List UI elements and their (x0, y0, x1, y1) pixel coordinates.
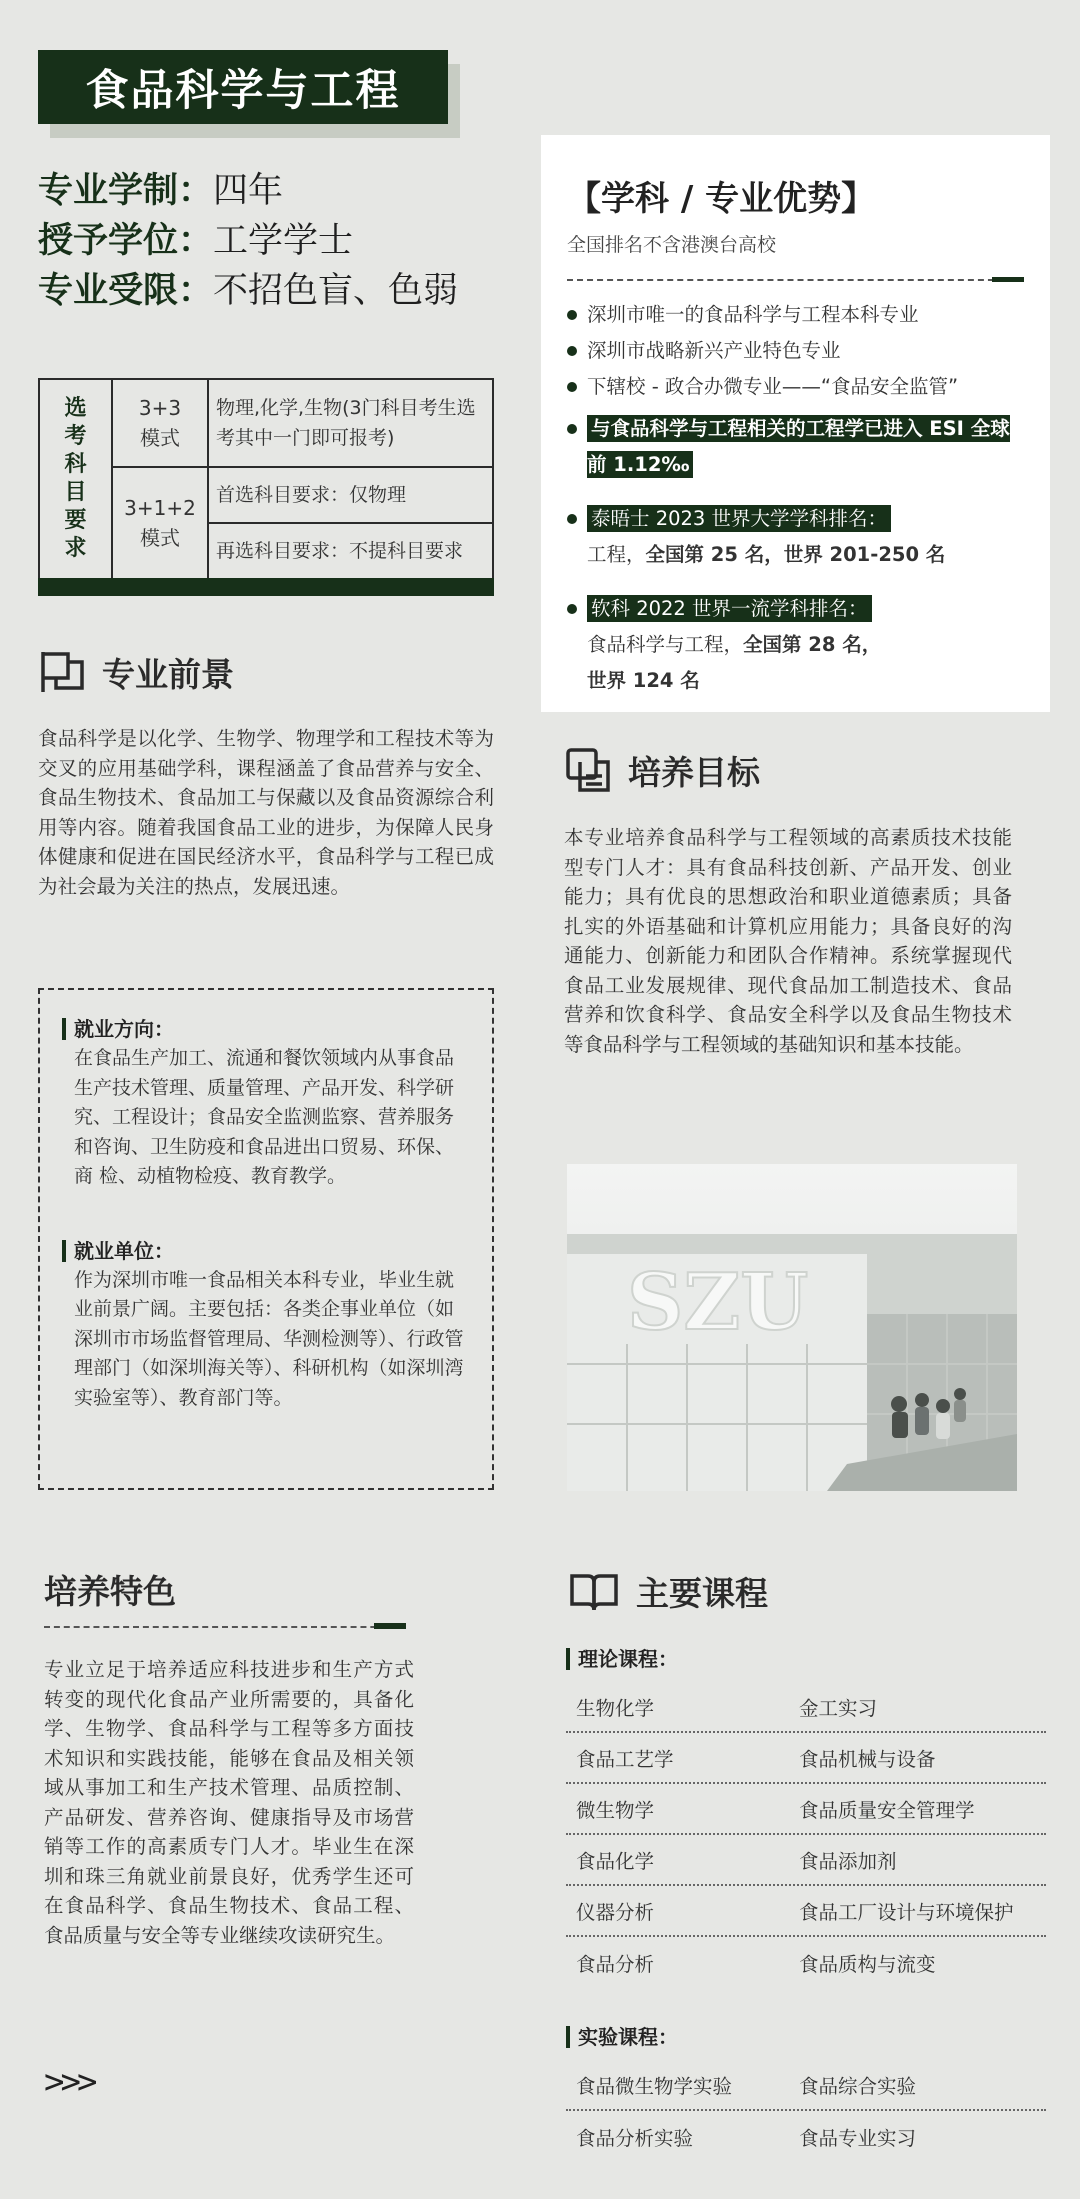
course-name: 仪器分析 (576, 1900, 655, 1924)
flag-icon (38, 648, 86, 696)
theory-title: 理论课程： (566, 1648, 1046, 1670)
employment-box (38, 988, 494, 1490)
list-item: 下辖校 - 政合办微专业——“食品安全监管” (567, 369, 1024, 405)
course-name: 食品工厂设计与环境保护 (799, 1900, 1014, 1924)
list-item-esi: 与食品科学与工程相关的工程学已进入 ESI 全球前 1.12‰ (567, 411, 1024, 483)
copy-icon (564, 746, 612, 794)
advantage-card (541, 135, 1050, 712)
subject-requirement-table (38, 378, 494, 580)
info-degree: 授予学位：工学学士 (38, 221, 354, 261)
feature-heading: 培养特色 (44, 1572, 176, 1611)
mode-3-1-2: 3+1+2 模式 (112, 467, 208, 579)
advantage-subtitle: 全国排名不含港澳台高校 (567, 234, 777, 256)
course-row (566, 1682, 1046, 1733)
course-name: 食品质构与流变 (799, 1952, 936, 1976)
course-row (566, 1835, 1046, 1886)
mode-3-3-text: 物理,化学,生物(3门科目考生选考其中一门即可报考) (208, 379, 493, 467)
list-item: 深圳市战略新兴产业特色专业 (567, 333, 1024, 369)
first-subject-requirement: 首选科目要求：仅物理 (208, 467, 493, 523)
course-row (566, 1784, 1046, 1835)
course-name: 微生物学 (576, 1798, 655, 1822)
course-name: 食品质量安全管理学 (799, 1798, 975, 1822)
course-row (566, 1886, 1046, 1937)
prospect-heading: 专业前景 (38, 648, 234, 696)
info-duration: 专业学制：四年 (38, 171, 284, 211)
advantage-list (567, 297, 1024, 699)
course-name: 食品分析 (576, 1952, 655, 1976)
table-side-label: 选考科目要求 (39, 379, 112, 579)
campus-photo (567, 1164, 1017, 1491)
course-name: 生物化学 (576, 1696, 655, 1720)
feature-divider-accent (374, 1623, 406, 1629)
list-item: 深圳市唯一的食品科学与工程本科专业 (567, 297, 1024, 333)
goal-heading: 培养目标 (564, 746, 760, 794)
course-row (566, 1937, 1046, 1988)
info-restriction: 专业受限：不招色盲、色弱 (38, 271, 459, 311)
second-subject-requirement: 再选科目要求：不提科目要求 (208, 523, 493, 579)
employment-direction-title: 就业方向： (62, 1018, 470, 1040)
szu-sign: SZU (627, 1257, 809, 1348)
course-row (566, 2060, 1046, 2111)
course-name: 食品微生物学实验 (576, 2074, 733, 2098)
course-name: 食品工艺学 (576, 1747, 674, 1771)
employment-unit-title: 就业单位： (62, 1240, 470, 1262)
course-row (566, 2111, 1046, 2162)
goal-text: 本专业培养食品科学与工程领域的高素质技术技能型专门人才：具有食品科技创新、产品开发、创业能力；具有优良的思想政治和职业道德素质；具备扎实的外语基础和计算机应用能力；具备良好的沟通能力、创新能力和团队合作精神。系统掌握现代食品工业发展规律、现代食品加工制造技术、食品营养和饮食科学、食品安全科学以及食品生物技术等食品科学与工程领域的基础知识和基本技能。 (564, 826, 1012, 1056)
feature-text: 专业立足于培养适应科技进步和生产方式转变的现代化食品产业所需要的，具备化学、生物学、食品科学与工程等多方面技术知识和实践技能，能够在食品及相关领域从事加工和生产技术管理、品质控制、产品研发、营养咨询、健康指导及市场营销等工作的高素质专门人才。毕业生在深圳和珠三角就业前景良好，优秀学生还可在食品科学、食品生物技术、食品工程、食品质量与安全等专业继续攻读研究生。 (44, 1658, 414, 1947)
courses-heading: 主要课程 (568, 1568, 768, 1615)
prospect-text: 食品科学是以化学、生物学、物理学和工程技术等为交叉的应用基础学科，课程涵盖了食品营养与安全、食品生物技术、食品加工与保藏以及食品资源综合利用等内容。随着我国食品工业的进步，为保障人民身体健康和促进在国民经济水平，食品科学与工程已成为社会最为关注的热点，发展迅速。 (38, 727, 494, 898)
arrows-decoration: >>> (44, 2062, 94, 2102)
lab-courses (566, 2026, 1046, 2162)
course-name: 金工实习 (799, 1696, 878, 1720)
mode-3-3: 3+3 模式 (112, 379, 208, 467)
advantage-title: 【学科 / 专业优势】 (567, 179, 876, 219)
course-name: 食品专业实习 (799, 2126, 917, 2150)
page-title: 食品科学与工程 (38, 50, 448, 124)
table-bottom-bar (38, 578, 494, 596)
course-name: 食品机械与设备 (799, 1747, 936, 1771)
course-name: 食品分析实验 (576, 2126, 694, 2150)
employment-direction-text: 在食品生产加工、流通和餐饮领域内从事食品生产技术管理、质量管理、产品开发、科学研究、工程设计；食品安全监测监察、营养服务和咨询、卫生防疫和食品进出口贸易、环保、商 检、动植物检疫、教育教学。 (74, 1047, 455, 1187)
book-icon (568, 1570, 620, 1614)
list-item-times: 泰晤士 2023 世界大学学科排名： 工程，全国第 25 名，世界 201-250 名 (567, 501, 1024, 573)
course-name: 食品化学 (576, 1849, 655, 1873)
feature-divider (44, 1626, 406, 1628)
list-item-soft: 软科 2022 世界一流学科排名： 食品科学与工程，全国第 28 名， 世界 124 名 (567, 591, 1024, 699)
course-row (566, 1733, 1046, 1784)
employment-unit-text: 作为深圳市唯一食品相关本科专业，毕业生就业前景广阔。主要包括：各类企事业单位（如深圳市市场监督管理局、华测检测等）、行政管理部门（如深圳海关等）、科研机构（如深圳湾实验室等）、教育部门等。 (74, 1268, 464, 1409)
course-name: 食品综合实验 (799, 2074, 917, 2098)
theory-courses (566, 1648, 1046, 1988)
lab-title: 实验课程： (566, 2026, 1046, 2048)
advantage-divider (567, 279, 1024, 281)
course-name: 食品添加剂 (799, 1849, 897, 1873)
